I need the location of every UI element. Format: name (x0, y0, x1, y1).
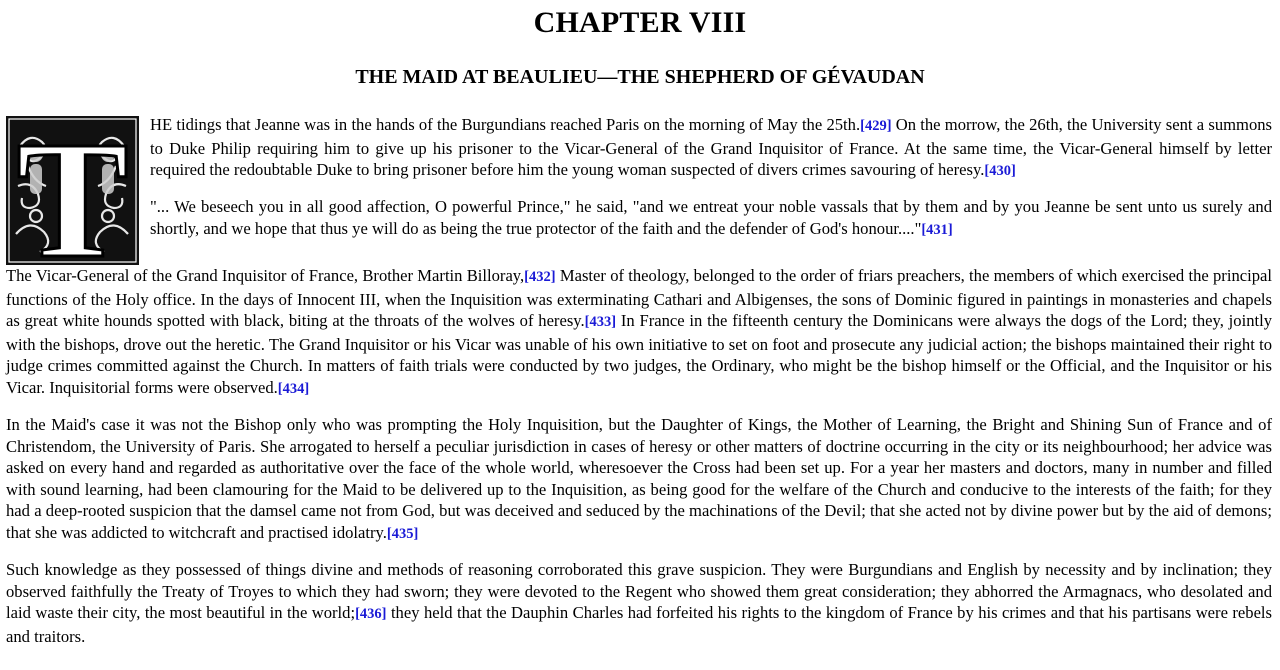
paragraph-1-text-a: HE tidings that Jeanne was in the hands of the Burgundians reached Paris on the morning of May the 25th. (150, 115, 861, 134)
paragraph-1 (6, 114, 1272, 183)
footnote-link-432[interactable]: [432] (524, 269, 556, 285)
footnote-link-430[interactable]: [430] (984, 163, 1016, 180)
paragraph-3 (6, 265, 1272, 401)
paragraph-1-text-b: On the morrow, the 26th, the University sent a summons to Duke Philip requiring him to give up his prisoner to the Vicar-General of the Grand Inquisitor of France. At the same time, the Vicar-General himself by letter required the redoubtable Duke to bring prisoner before him the young woman suspected of divers crimes savouring of heresy. (150, 115, 1272, 180)
footnote-link-429[interactable]: [429] (860, 118, 892, 134)
footnote-link-433[interactable]: [433] (584, 314, 617, 331)
chapter-heading: CHAPTER VIII (533, 6, 747, 39)
chapter-body (6, 114, 1272, 661)
paragraph-2-text-a: "... We beseech you in all good affection, O powerful Prince," he said, "and we entreat your noble vassals that by them and by you Jeanne be sent unto us surely and shortly, and we hope that thus ye will do as being the true protector of the faith and the defender of God's honour...." (150, 197, 1272, 238)
footnote-link-431[interactable]: [431] (921, 221, 953, 238)
paragraph-3-text-a: The Vicar-General of the Grand Inquisitor of France, Brother Martin Billoray, (6, 266, 525, 285)
paragraph-5 (6, 559, 1272, 647)
footnote-link-435[interactable]: [435] (386, 526, 419, 543)
footnote-link-436[interactable]: [436] (355, 606, 387, 623)
footnote-link-434[interactable]: [434] (277, 380, 310, 397)
paragraph-5-text-b: they held that the Dauphin Charles had forfeited his rights to the kingdom of France by his crimes and that his partisans were rebels and traitors. (6, 603, 1272, 646)
paragraph-3-text-b: Master of theology, belonged to the order of friars preachers, the members of which exercised the principal functions of the Holy office. In the days of Innocent III, when the Inquisition was exterminating Cathari and Albigenses, the sons of Dominic figured in paintings in monasteries and chapels as great white hounds spotted with black, biting at the throats of the wolves of heresy. (6, 266, 1272, 331)
chapter-subheading: THE MAID AT BEAULIEU—THE SHEPHERD OF GÉVAUDAN (355, 66, 925, 88)
paragraph-5-text-a: Such knowledge as they possessed of things divine and methods of reasoning corroborated this grave suspicion. They were Burgundians and English by necessity and by inclination; they observed faithfully the Treaty of Troyes to which they had sworn; they were devoted to the Regent who showed them great consideration; they abhorred the Armagnacs, who desolated and laid waste their city, the most beautiful in the world; (6, 560, 1272, 623)
dropcap-letter: T (16, 116, 129, 265)
ornamental-initial-t-icon (6, 116, 139, 265)
paragraph-4 (6, 414, 1272, 546)
dropcap-drawing (6, 116, 139, 265)
paragraph-2 (6, 196, 1272, 241)
paragraph-4-text-a: In the Maid's case it was not the Bishop only who was prompting the Holy Inquisition, but the Daughter of Kings, the Mother of Learning, the Bright and Shining Sun of France and of Christendom, the University of Paris. She arrogated to herself a peculiar jurisdiction in cases of heresy or other matters of doctrine occurring in the city or its neighbourhood; her advice was asked on every hand and regarded as authoritative over the face of the whole world, wheresoever the Cross had been set up. For a year her masters and doctors, many in number and filled with sound learning, had been clamouring for the Maid to be delivered up to the Inquisition, as being good for the welfare of the Church and conducive to the interests of the faith; for they had a deep-rooted suspicion that the damsel came not from God, but was deceived and seduced by the machinations of the Devil; that she acted not by divine power but by the aid of demons; that she was addicted to witchcraft and practised idolatry. (6, 415, 1272, 543)
paragraph-3-text-c: In France in the fifteenth century the Dominicans were always the dogs of the Lord; they, jointly with the bishops, drove out the heretic. The Grand Inquisitor or his Vicar was unable of his own initiative to set on foot and prosecute any judicial action; the bishops maintained their right to judge crimes committed against the Church. In matters of faith trials were conducted by two judges, the Ordinary, who might be the bishop himself or the Official, and the Inquisitor or his Vicar. Inquisitorial forms were observed. (6, 311, 1273, 397)
